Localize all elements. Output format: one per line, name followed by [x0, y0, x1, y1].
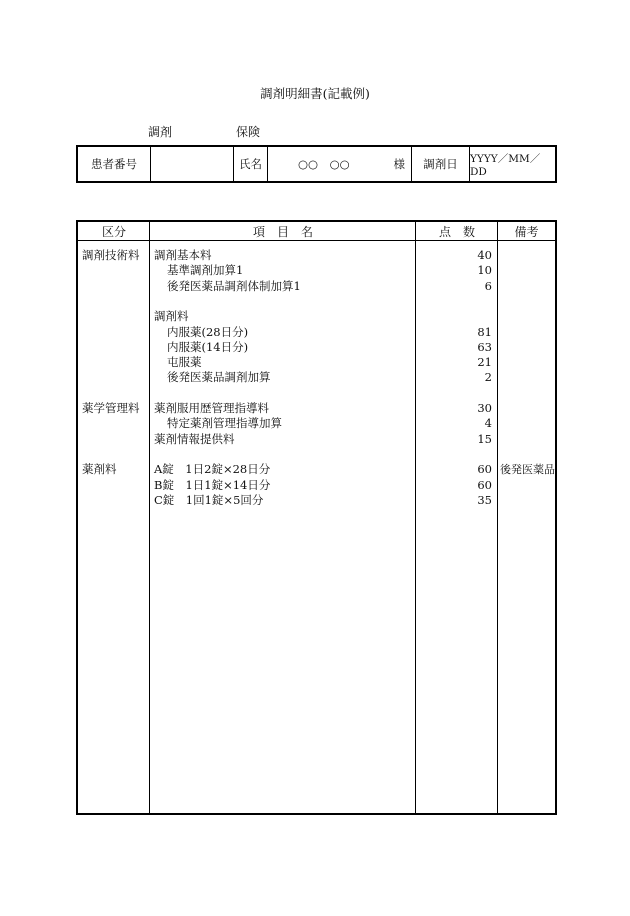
row-item	[154, 294, 404, 309]
row-category	[82, 294, 148, 309]
row-item: 屯服薬	[167, 355, 202, 370]
patient-id-value	[150, 147, 233, 181]
row-item: 後発医薬品調剤体制加算1	[167, 278, 301, 293]
statement-table	[76, 220, 557, 815]
row-item: C錠 1回1錠×5回分	[154, 492, 264, 507]
row-category	[82, 340, 148, 355]
row-item	[154, 447, 404, 462]
row-points: 30	[477, 401, 492, 415]
patient-name-label: 氏名	[233, 147, 267, 181]
row-points: 60	[477, 477, 492, 492]
row-item	[154, 386, 404, 401]
row-category: 薬剤料	[82, 462, 117, 477]
row-note	[500, 370, 556, 385]
row-points	[418, 309, 492, 324]
patient-info-table	[76, 145, 557, 183]
row-points: 15	[477, 431, 492, 446]
row-note	[500, 294, 556, 309]
row-item: 内服薬(28日分)	[167, 324, 249, 339]
row-category	[82, 386, 148, 401]
row-points	[418, 447, 492, 462]
row-category	[82, 355, 148, 370]
dispense-date-label: 調剤日	[411, 147, 469, 181]
subtitle-insurance: 保険	[236, 125, 261, 139]
header-notes: 備考	[514, 225, 539, 239]
row-category	[82, 263, 148, 278]
row-note	[500, 432, 556, 447]
row-points: 60	[477, 462, 492, 477]
row-category	[82, 416, 148, 431]
row-category: 薬学管理料	[82, 401, 140, 415]
row-item: 内服薬(14日分)	[167, 339, 249, 354]
row-points: 35	[477, 492, 492, 507]
row-category: 調剤技術料	[82, 248, 140, 262]
row-category	[82, 432, 148, 447]
row-note	[500, 401, 556, 416]
column-divider	[497, 222, 498, 813]
row-note	[500, 386, 556, 401]
row-note	[500, 447, 556, 462]
row-points: 10	[477, 263, 492, 278]
header-item-name: 項 目 名	[252, 225, 313, 239]
column-divider	[415, 222, 416, 813]
row-points	[418, 294, 492, 309]
subtitle-dispensing: 調剤	[148, 125, 173, 139]
row-item: 薬剤服用歴管理指導料	[154, 401, 269, 415]
row-points: 21	[477, 355, 492, 370]
row-points: 40	[477, 248, 492, 262]
row-category	[82, 325, 148, 340]
row-item: 特定薬剤管理指導加算	[167, 416, 282, 431]
row-item: 基準調剤加算1	[167, 263, 244, 278]
column-divider	[149, 222, 150, 813]
row-category	[82, 279, 148, 294]
row-points: 6	[484, 278, 492, 293]
row-category	[82, 447, 148, 462]
row-item: A錠 1日2錠×28日分	[154, 462, 271, 477]
row-item: 後発医薬品調剤加算	[167, 370, 271, 385]
row-item: 調剤基本料	[154, 248, 212, 262]
patient-name: ○○ ○○	[298, 157, 350, 171]
row-points: 4	[484, 416, 492, 431]
row-note: 後発医薬品	[500, 463, 555, 477]
document-title: 調剤明細書(記載例)	[260, 86, 370, 101]
row-item: B錠 1日1錠×14日分	[154, 477, 271, 492]
row-item: 調剤料	[154, 309, 189, 324]
row-note	[500, 263, 556, 278]
patient-id-label: 患者番号	[91, 157, 137, 171]
row-note	[500, 279, 556, 294]
row-points	[418, 386, 492, 401]
row-points: 2	[484, 370, 492, 385]
row-note	[500, 309, 556, 324]
row-note	[500, 340, 556, 355]
honorific: 様	[393, 157, 405, 171]
row-note	[500, 478, 556, 493]
row-category	[82, 309, 148, 324]
row-note	[500, 248, 556, 263]
row-points: 81	[477, 324, 492, 339]
dispense-date-value: YYYY／MM／DD	[469, 147, 555, 181]
header-category: 区分	[101, 225, 126, 239]
row-item: 薬剤情報提供料	[154, 431, 235, 446]
row-note	[500, 355, 556, 370]
row-points: 63	[477, 339, 492, 354]
row-category	[82, 370, 148, 385]
row-category	[82, 478, 148, 493]
row-note	[500, 493, 556, 508]
row-note	[500, 416, 556, 431]
patient-name-value	[267, 147, 411, 181]
row-category	[82, 493, 148, 508]
header-points: 点 数	[438, 225, 475, 239]
row-note	[500, 325, 556, 340]
